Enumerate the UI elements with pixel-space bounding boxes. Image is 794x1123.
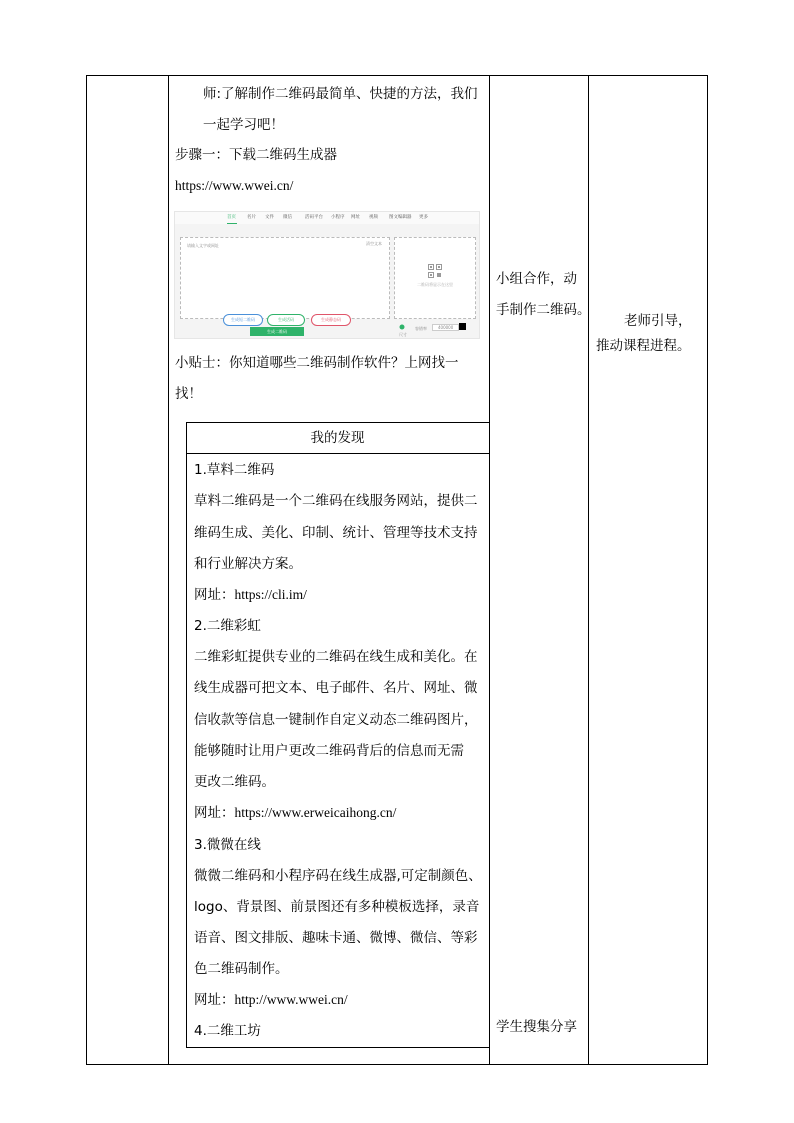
- finding-line: 信收款等信息一键制作自定义动态二维码图片，: [194, 712, 478, 728]
- nav-item: 图文编辑器: [389, 215, 412, 220]
- live-code-pill: 生成活码: [267, 314, 305, 326]
- nav-item: 网址: [351, 215, 360, 220]
- screenshot-nav: [175, 212, 479, 224]
- table-col-divider-3: [588, 75, 589, 1065]
- text-editor-area: [180, 237, 390, 322]
- qr-placeholder-icon: [428, 264, 442, 278]
- nav-item: 活码平台: [305, 215, 323, 220]
- table-border-top: [86, 75, 708, 76]
- teacher-guide-line-1: 老师引导，: [624, 313, 692, 329]
- teacher-guide-line-2: 推动课程进程。: [596, 338, 691, 354]
- finding-line: 维码生成、美化、印制、统计、管理等技术支持: [194, 525, 478, 541]
- finding-line: 和行业解决方案。: [194, 556, 302, 572]
- finding-line: 3.微微在线: [194, 837, 261, 853]
- short-code-pill: 生成短二维码: [223, 314, 263, 326]
- color-swatch: [459, 323, 466, 330]
- size-label: 尺寸: [399, 332, 407, 337]
- finding-line: 二维彩虹提供专业的二维码在线生成和美化。在: [194, 649, 478, 665]
- nav-item: 更多: [419, 215, 428, 220]
- finding-line: 草料二维码是一个二维码在线服务网站，提供二: [194, 493, 478, 509]
- generator-url: https://www.wwei.cn/: [175, 178, 294, 193]
- nav-item: 文件: [265, 215, 274, 220]
- table-col-divider-2: [489, 75, 490, 1065]
- teacher-line-1: 师:了解制作二维码最简单、快捷的方法，我们: [203, 86, 478, 102]
- generate-button: 生成二维码: [250, 327, 304, 336]
- findings-border-bottom: [186, 1047, 489, 1048]
- static-code-pill: 生成静态码: [311, 314, 351, 326]
- tolerance-value: 400000: [432, 324, 459, 331]
- finding-line: 语音、图文排版、趣味卡通、微博、微信、等彩: [194, 930, 478, 946]
- clear-text: 清空文本: [366, 241, 382, 246]
- qr-hint: 二维码将显示在这里: [417, 282, 453, 287]
- qr-generator-screenshot: [174, 211, 480, 339]
- tip-line-1: 小贴士：你知道哪些二维码制作软件？上网找一: [175, 355, 459, 371]
- finding-line: 微微二维码和小程序码在线生成器,可定制颜色、: [194, 868, 482, 884]
- finding-line: 2.二维彩虹: [194, 618, 261, 634]
- teacher-line-2: 一起学习吧！: [203, 117, 284, 133]
- nav-item: 首页: [227, 215, 236, 220]
- finding-line: logo、背景图、前景图还有多种模板选择，录音: [194, 899, 480, 915]
- finding-line: 线生成器可把文本、电子邮件、名片、网址、微: [194, 680, 478, 696]
- radio-icon: [399, 324, 405, 330]
- finding-line: 1.草料二维码: [194, 462, 275, 478]
- student-activity-line-2: 手制作二维码。: [496, 302, 591, 318]
- nav-item: 微信: [283, 215, 292, 220]
- qr-preview-area: [394, 237, 476, 319]
- student-share: 学生搜集分享: [496, 1019, 577, 1035]
- findings-border-left: [186, 422, 187, 1048]
- finding-line: 网址：https://cli.im/: [194, 587, 307, 602]
- finding-line: 更改二维码。: [194, 774, 275, 790]
- findings-border-top: [186, 422, 489, 423]
- finding-line: 网址：https://www.erweicaihong.cn/: [194, 805, 397, 820]
- nav-item: 视频: [369, 215, 378, 220]
- step-one: 步骤一：下载二维码生成器: [175, 147, 337, 163]
- finding-line: 色二维码制作。: [194, 961, 289, 977]
- table-border-bottom: [86, 1064, 708, 1065]
- student-activity-line-1: 小组合作，动: [496, 271, 577, 287]
- table-border-left: [86, 75, 87, 1065]
- tip-line-2: 找！: [175, 386, 202, 402]
- table-border-right: [707, 75, 708, 1065]
- nav-item: 名片: [247, 215, 256, 220]
- finding-line: 能够随时让用户更改二维码背后的信息而无需: [194, 743, 464, 759]
- table-col-divider-1: [168, 75, 169, 1065]
- findings-header: 我的发现: [310, 430, 365, 446]
- editor-placeholder: 请输入文字或网址: [187, 243, 219, 248]
- tolerance-label: 容错率: [415, 326, 427, 331]
- nav-item: 小程序: [331, 215, 345, 220]
- findings-header-divider: [186, 453, 489, 454]
- finding-line: 网址：http://www.wwei.cn/: [194, 992, 348, 1007]
- finding-line: 4.二维工坊: [194, 1023, 261, 1039]
